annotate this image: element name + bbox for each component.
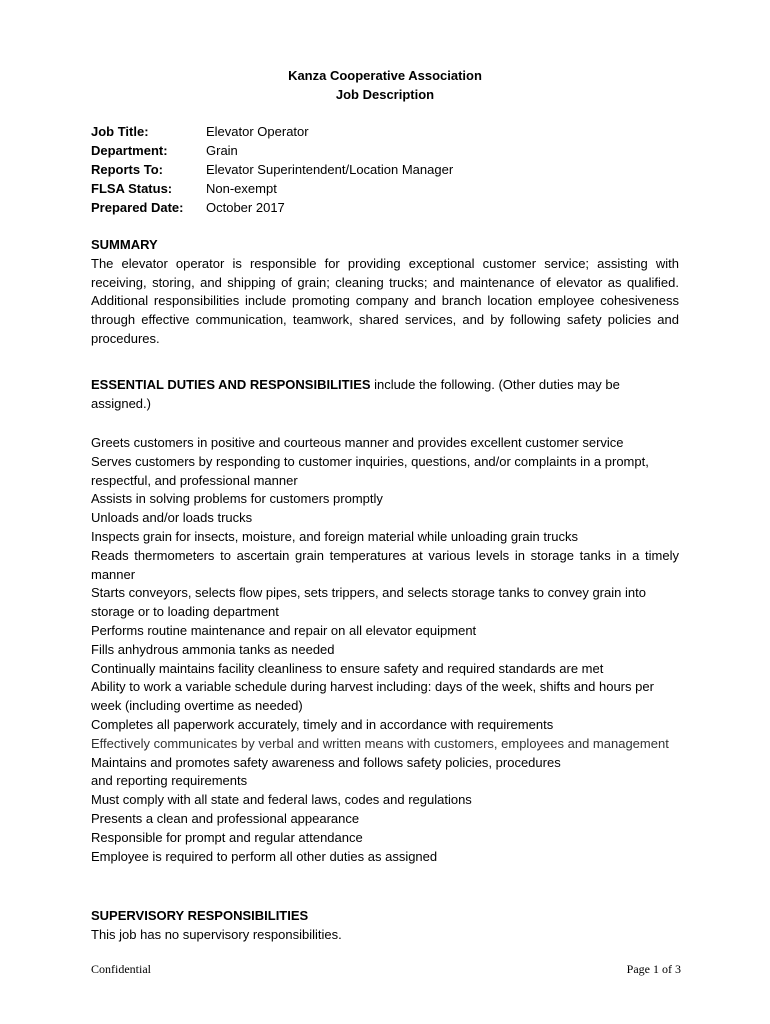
department-label: Department: xyxy=(91,143,168,158)
job-info-row xyxy=(91,179,453,198)
list-item: Must comply with all state and federal laws, codes and regulations xyxy=(91,792,472,808)
job-title-value: Elevator Operator xyxy=(206,124,309,139)
list-item: Presents a clean and professional appearance xyxy=(91,810,360,826)
job-info-row xyxy=(91,122,453,141)
list-item: Ability to work a variable schedule during harvest including: days of the week, shifts and hours per week (including overtime as needed) xyxy=(91,679,654,714)
essential-duties-intro-text: include the following. (Other duties may be assigned.) xyxy=(91,377,620,411)
list-item: Continually maintains facility cleanliness to ensure safety and required standards are met xyxy=(91,660,604,676)
list-item: Employee is required to perform all other duties as assigned xyxy=(91,848,438,864)
flsa-status-value: Non-exempt xyxy=(206,181,277,196)
supervisory-text: This job has no supervisory responsibilities. xyxy=(91,926,342,942)
prepared-date-value: October 2017 xyxy=(206,200,285,215)
department-value: Grain xyxy=(206,143,238,158)
list-item: Assists in solving problems for customers promptly xyxy=(91,491,383,507)
list-item: Maintains and promotes safety awareness and follows safety policies, procedures xyxy=(91,754,561,770)
reports-to-value: Elevator Superintendent/Location Manager xyxy=(206,162,454,177)
supervisory-heading: SUPERVISORY RESPONSIBILITIES xyxy=(91,908,309,923)
job-info-row xyxy=(91,198,453,217)
list-item: Inspects grain for insects, moisture, and foreign material while unloading grain trucks xyxy=(91,528,579,544)
footer-page-number: Page 1 of 3 xyxy=(626,962,681,976)
list-item: Performs routine maintenance and repair on all elevator equipment xyxy=(91,622,477,638)
reports-to-label: Reports To: xyxy=(91,162,163,177)
list-item: Serves customers by responding to customer inquiries, questions, and/or complaints in a prompt, respectful, and professional manner xyxy=(91,453,649,488)
job-info-table xyxy=(91,122,453,217)
prepared-date-label: Prepared Date: xyxy=(91,200,184,215)
list-item: Fills anhydrous ammonia tanks as needed xyxy=(91,641,335,657)
essential-duties-intro xyxy=(91,376,679,414)
company-title: Kanza Cooperative Association xyxy=(288,68,482,83)
list-item: and reporting requirements xyxy=(91,773,248,789)
job-info-row xyxy=(91,141,453,160)
flsa-status-label: FLSA Status: xyxy=(91,181,173,196)
list-item: Starts conveyors, selects flow pipes, sets trippers, and selects storage tanks to convey grain into storage or to loading department xyxy=(91,585,646,620)
job-info-row xyxy=(91,160,453,179)
footer-confidential: Confidential xyxy=(91,962,151,976)
list-item: Greets customers in positive and courteous manner and provides excellent customer service xyxy=(91,435,624,450)
job-title-label: Job Title: xyxy=(91,124,149,139)
list-item: Responsible for prompt and regular attendance xyxy=(91,829,363,845)
list-item: Reads thermometers to ascertain grain temperatures at various levels in storage tanks in a timely manner xyxy=(91,547,679,582)
list-item: Effectively communicates by verbal and written means with customers, employees and management xyxy=(91,735,669,751)
document-title: Job Description xyxy=(335,87,435,102)
summary-heading: SUMMARY xyxy=(91,237,158,252)
list-item: Unloads and/or loads trucks xyxy=(91,510,253,526)
essential-duties-heading: ESSENTIAL DUTIES AND RESPONSIBILITIES xyxy=(91,377,371,392)
list-item: Completes all paperwork accurately, timely and in accordance with requirements xyxy=(91,716,554,732)
essential-duties-list xyxy=(91,434,679,866)
summary-section xyxy=(91,236,679,349)
supervisory-section xyxy=(91,907,679,945)
summary-text: The elevator operator is responsible for providing exceptional customer service; assisting with receiving, storing, and shipping of grain; cleaning trucks; and maintenance of elevator as qualified. Additional responsibilities include promoting company and branch location employee cohesiveness through effective communication, teamwork, shared services, and by following safety policies and procedures. xyxy=(91,255,679,346)
